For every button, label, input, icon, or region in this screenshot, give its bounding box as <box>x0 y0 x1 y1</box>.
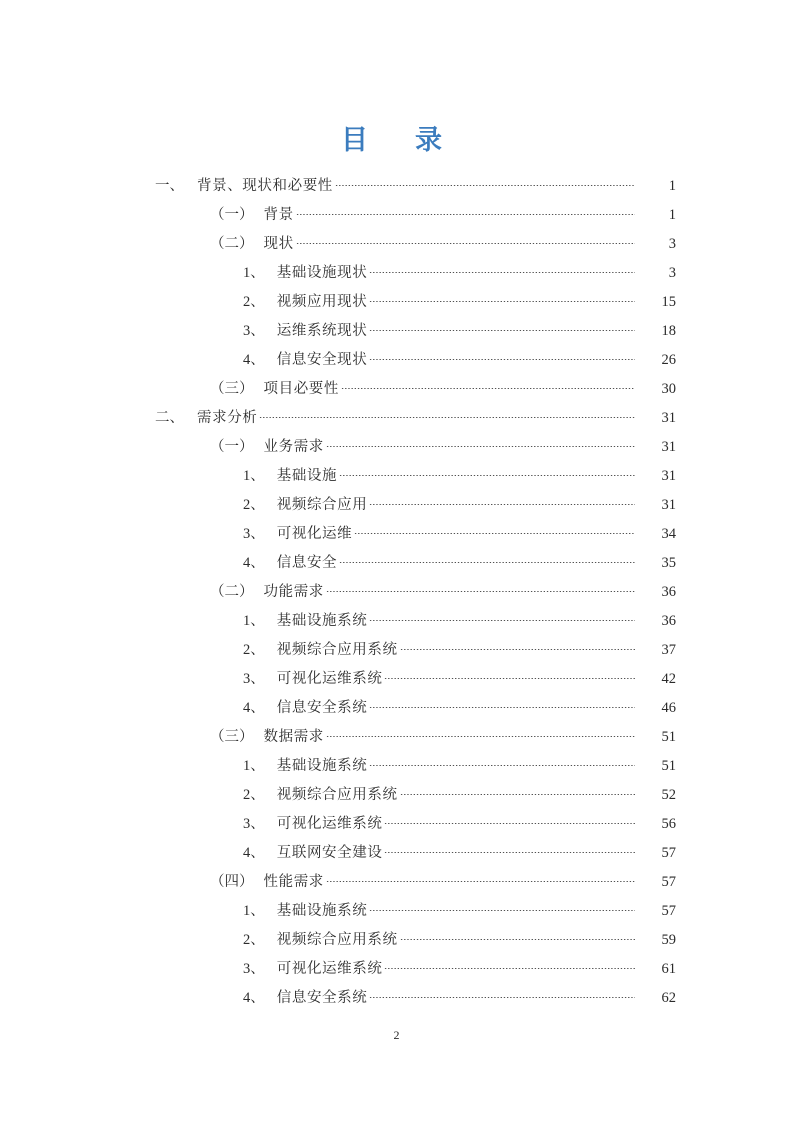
toc-dot-leader <box>296 234 635 249</box>
toc-dot-leader <box>326 582 635 597</box>
toc-entry-page-number: 51 <box>661 758 676 774</box>
toc-entry-label: 信息安全系统 <box>276 700 368 716</box>
toc-entry-marker: （三） <box>210 381 254 397</box>
toc-entry-page-number: 56 <box>661 816 676 832</box>
toc-entry[interactable] <box>0 868 793 897</box>
toc-entry-marker: 3、 <box>243 816 265 832</box>
toc-entry-marker: 3、 <box>243 323 265 339</box>
toc-entry-label: 信息安全 <box>276 555 338 571</box>
toc-entry-label: 数据需求 <box>263 729 324 745</box>
toc-entry-page-number: 36 <box>661 584 676 600</box>
toc-entry-page-number: 1 <box>668 178 676 194</box>
toc-dot-leader <box>369 350 635 365</box>
toc-entry-page-number: 37 <box>661 642 676 658</box>
toc-entry[interactable] <box>0 955 793 984</box>
footer-page-number: 2 <box>393 1028 400 1042</box>
toc-entry[interactable] <box>0 926 793 955</box>
toc-entry[interactable] <box>0 694 793 723</box>
toc-entry[interactable] <box>0 752 793 781</box>
toc-dot-leader <box>400 930 635 945</box>
toc-entry-marker: （一） <box>210 207 254 223</box>
toc-entry-label: 可视化运维 <box>276 526 353 542</box>
toc-entry[interactable] <box>0 201 793 230</box>
toc-entry-label: 视频综合应用 <box>276 497 368 513</box>
toc-entry-label: 需求分析 <box>197 410 258 426</box>
toc-entry[interactable] <box>0 810 793 839</box>
toc-dot-leader <box>369 756 635 771</box>
toc-entry-marker: 1、 <box>243 758 265 774</box>
toc-entry-label: 基础设施系统 <box>276 758 368 774</box>
toc-entry-marker: （二） <box>210 584 254 600</box>
toc-dot-leader <box>369 901 635 916</box>
toc-entry-label: 基础设施 <box>276 468 338 484</box>
toc-entry-label: 视频综合应用系统 <box>276 932 398 948</box>
toc-entry-marker: （一） <box>210 439 254 455</box>
toc-entry-page-number: 31 <box>661 468 676 484</box>
toc-dot-leader <box>369 292 635 307</box>
toc-entry[interactable] <box>0 230 793 259</box>
toc-dot-leader <box>384 959 635 974</box>
toc-entry-page-number: 61 <box>661 961 676 977</box>
toc-dot-leader <box>369 263 635 278</box>
page-title: 目 录 <box>341 125 452 155</box>
toc-entry-page-number: 18 <box>661 323 676 339</box>
toc-entry-marker: （三） <box>210 729 254 745</box>
toc-entry[interactable] <box>0 723 793 752</box>
toc-entry-page-number: 46 <box>661 700 676 716</box>
toc-entry-label: 可视化运维系统 <box>276 816 383 832</box>
toc-entry[interactable] <box>0 607 793 636</box>
toc-entry[interactable] <box>0 578 793 607</box>
toc-entry[interactable] <box>0 520 793 549</box>
toc-dot-leader <box>369 698 635 713</box>
toc-dot-leader <box>369 611 635 626</box>
toc-entry[interactable] <box>0 462 793 491</box>
toc-dot-leader <box>335 176 635 191</box>
toc-dot-leader <box>384 669 635 684</box>
toc-entry-label: 业务需求 <box>263 439 324 455</box>
toc-entry-label: 可视化运维系统 <box>276 961 383 977</box>
toc-entry-marker: 1、 <box>243 265 265 281</box>
toc-entry-marker: 一、 <box>155 178 184 194</box>
toc-dot-leader <box>341 379 635 394</box>
toc-entry[interactable] <box>0 781 793 810</box>
toc-entry-page-number: 51 <box>661 729 676 745</box>
toc-entry-marker: 1、 <box>243 468 265 484</box>
toc-entry[interactable] <box>0 404 793 433</box>
toc-entry-label: 现状 <box>263 236 294 252</box>
toc-dot-leader <box>369 321 635 336</box>
toc-entry-marker: 3、 <box>243 526 265 542</box>
toc-entry[interactable] <box>0 636 793 665</box>
toc-entry-page-number: 31 <box>661 497 676 513</box>
toc-entry-page-number: 34 <box>661 526 676 542</box>
toc-entry-page-number: 62 <box>661 990 676 1006</box>
toc-dot-leader <box>369 495 635 510</box>
toc-dot-leader <box>326 727 635 742</box>
toc-entry-marker: 4、 <box>243 555 265 571</box>
toc-entry-page-number: 36 <box>661 613 676 629</box>
toc-entry[interactable] <box>0 375 793 404</box>
toc-entry[interactable] <box>0 549 793 578</box>
toc-entry-page-number: 35 <box>661 555 676 571</box>
toc-dot-leader <box>384 814 635 829</box>
toc-entry[interactable] <box>0 172 793 201</box>
toc-entry[interactable] <box>0 491 793 520</box>
toc-entry-marker: 二、 <box>155 410 184 426</box>
toc-entry-page-number: 1 <box>668 207 676 223</box>
toc-entry-label: 性能需求 <box>263 874 324 890</box>
toc-dot-leader <box>400 785 635 800</box>
toc-entry[interactable] <box>0 433 793 462</box>
toc-entry-label: 基础设施现状 <box>276 265 368 281</box>
toc-entry[interactable] <box>0 897 793 926</box>
toc-entry-label: 运维系统现状 <box>276 323 368 339</box>
toc-entry-marker: 1、 <box>243 613 265 629</box>
toc-dot-leader <box>339 553 635 568</box>
toc-dot-leader <box>400 640 635 655</box>
toc-entry-label: 视频综合应用系统 <box>276 642 398 658</box>
toc-entry[interactable] <box>0 984 793 1013</box>
toc-entry-page-number: 52 <box>661 787 676 803</box>
toc-entry-marker: 4、 <box>243 700 265 716</box>
toc-entry[interactable] <box>0 317 793 346</box>
toc-entry-label: 视频综合应用系统 <box>276 787 398 803</box>
toc-dot-leader <box>339 466 635 481</box>
toc-dot-leader <box>326 437 635 452</box>
toc-entry-marker: （二） <box>210 236 254 252</box>
toc-entry-page-number: 57 <box>661 845 676 861</box>
toc-entry-page-number: 31 <box>661 439 676 455</box>
toc-entry-marker: 3、 <box>243 671 265 687</box>
toc-entry[interactable] <box>0 288 793 317</box>
toc-entry-marker: 2、 <box>243 642 265 658</box>
toc-entry-label: 信息安全系统 <box>276 990 368 1006</box>
toc-entry-marker: 4、 <box>243 845 265 861</box>
toc-entry-label: 基础设施系统 <box>276 613 368 629</box>
toc-entry-marker: 1、 <box>243 903 265 919</box>
toc-dot-leader <box>326 872 635 887</box>
toc-entry[interactable] <box>0 346 793 375</box>
toc-entry-label: 背景、现状和必要性 <box>197 178 333 194</box>
toc-entry-page-number: 57 <box>661 903 676 919</box>
toc-entry-label: 功能需求 <box>263 584 324 600</box>
toc-entry-marker: 4、 <box>243 352 265 368</box>
toc-entry-page-number: 26 <box>661 352 676 368</box>
toc-entry-marker: 2、 <box>243 932 265 948</box>
table-of-contents <box>0 172 793 1013</box>
toc-entry[interactable] <box>0 665 793 694</box>
toc-entry-page-number: 57 <box>661 874 676 890</box>
toc-entry-marker: （四） <box>210 874 254 890</box>
toc-entry-marker: 2、 <box>243 787 265 803</box>
toc-entry-marker: 3、 <box>243 961 265 977</box>
toc-entry-label: 可视化运维系统 <box>276 671 383 687</box>
toc-entry-page-number: 42 <box>661 671 676 687</box>
toc-dot-leader <box>384 843 635 858</box>
toc-dot-leader <box>259 408 635 423</box>
toc-entry-marker: 2、 <box>243 497 265 513</box>
toc-dot-leader <box>296 205 635 220</box>
toc-entry-label: 基础设施系统 <box>276 903 368 919</box>
toc-entry-page-number: 15 <box>661 294 676 310</box>
toc-entry[interactable] <box>0 259 793 288</box>
toc-entry-page-number: 3 <box>668 236 676 252</box>
toc-entry-page-number: 59 <box>661 932 676 948</box>
toc-entry-label: 背景 <box>263 207 294 223</box>
toc-entry-label: 互联网安全建设 <box>276 845 383 861</box>
toc-entry-marker: 2、 <box>243 294 265 310</box>
toc-entry-page-number: 30 <box>661 381 676 397</box>
toc-entry-label: 视频应用现状 <box>276 294 368 310</box>
toc-entry-page-number: 3 <box>668 265 676 281</box>
toc-entry-marker: 4、 <box>243 990 265 1006</box>
toc-entry-page-number: 31 <box>661 410 676 426</box>
toc-entry-label: 信息安全现状 <box>276 352 368 368</box>
toc-dot-leader <box>354 524 635 539</box>
toc-entry[interactable] <box>0 839 793 868</box>
toc-dot-leader <box>369 988 635 1003</box>
toc-entry-label: 项目必要性 <box>263 381 339 397</box>
